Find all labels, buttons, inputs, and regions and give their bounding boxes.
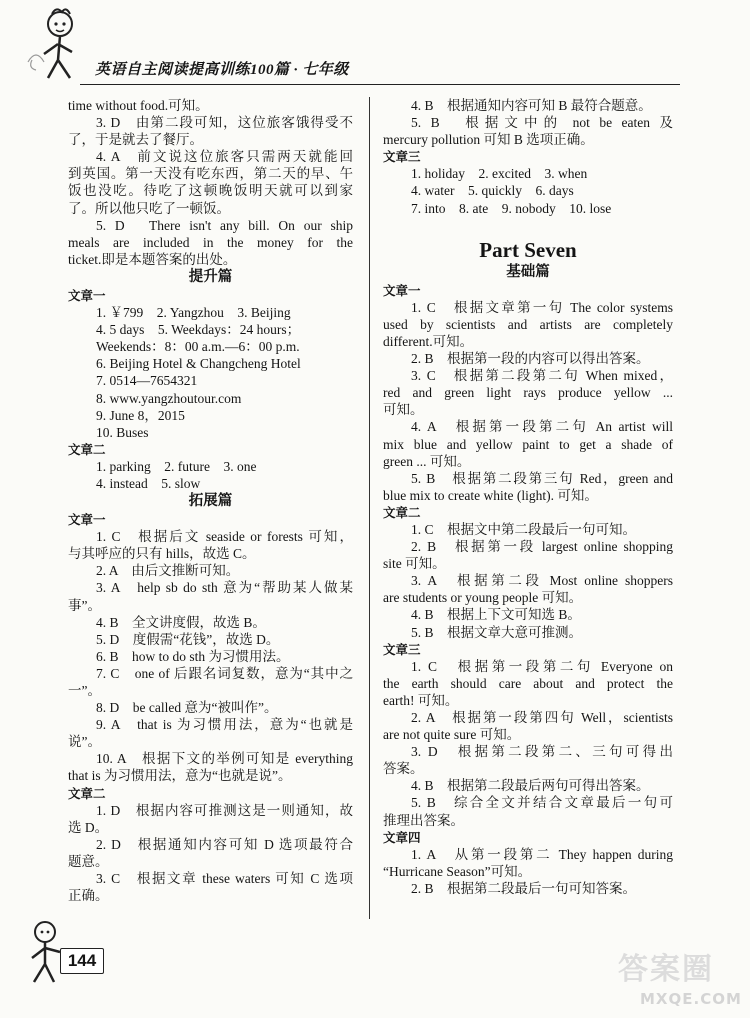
section-heading: 提升篇: [188, 268, 233, 285]
answer-line: 7. C one of 后跟名词复数，意为“其中之: [96, 665, 353, 681]
answer-line: 4. A 根据第一段第二句 An artist will: [411, 419, 673, 435]
answer-line: 3. D 根据第二段第二、三句可得出: [411, 744, 673, 760]
answer-line: 4. instead 5. slow: [96, 475, 201, 491]
answer-line: Weekends：8：00 a.m.—6：00 p.m.: [96, 339, 300, 355]
answer-line: 饭也没吃。待吃了这顿晚饭明天就可以到家: [68, 183, 353, 199]
answer-line: that is 为习惯用法，意为“也就是说”。: [68, 768, 292, 784]
answer-line: 5. B 根据文章大意可推测。: [411, 624, 583, 640]
answer-line: 1. A 从第一段第二 They happen during: [411, 846, 673, 862]
answer-line: 2. D 根据通知内容可知 D 选项最符合: [96, 836, 353, 852]
answer-line: 5. B 根据第二段第三句 Red，green and: [411, 470, 673, 486]
answer-line: 1. C 根据文章第一句 The color systems: [411, 299, 673, 315]
answer-line: 可知。: [383, 402, 424, 418]
answer-line: blue mix to create white (light). 可知。: [383, 487, 598, 503]
answer-line: 正确。: [68, 888, 109, 904]
answer-line: 2. B 根据第一段的内容可以得出答案。: [411, 351, 650, 367]
answer-line: 2. B 根据第一段 largest online shopping: [411, 539, 673, 555]
answer-line: meals are included in the money for the: [68, 234, 353, 250]
answer-line: 4. 5 days 5. Weekdays：24 hours；: [96, 322, 301, 338]
answer-line: 3. A help sb do sth 意为“帮助某人做某: [96, 580, 353, 596]
answer-line: 答案。: [383, 761, 424, 777]
watermark-url: MXQE.COM: [640, 990, 742, 1008]
right-column: [383, 97, 673, 897]
watermark-logo: 答案圈: [618, 952, 714, 987]
answer-line: 6. B how to do sth 为习惯用法。: [96, 648, 290, 664]
answer-line: are students or young people 可知。: [383, 590, 583, 606]
answer-line: 9. A that is 为习惯用法，意为“也就是: [96, 717, 353, 733]
article-heading: 文章三: [383, 641, 421, 657]
answer-line: 5. B 根据文中的 not be eaten 及: [411, 115, 673, 131]
answer-line: 2. B 根据第二段最后一句可知答案。: [411, 880, 637, 896]
answer-line: 6. Beijing Hotel & Changcheng Hotel: [96, 356, 301, 372]
section-heading: 基础篇: [506, 263, 550, 280]
article-heading: 文章二: [68, 441, 106, 457]
answer-line: 8. www.yangzhoutour.com: [96, 390, 242, 406]
answer-line: 5. D 度假需“花钱”，故选 D。: [96, 631, 280, 647]
answer-line: different.可知。: [383, 333, 474, 349]
answer-line: time without food.可知。: [68, 98, 209, 113]
answer-line: 选 D。: [68, 819, 109, 835]
answer-line: 与其呼应的只有 hills，故选 C。: [68, 546, 256, 562]
header-title: 英语自主阅读提高训练100篇 · 七年级: [95, 62, 349, 78]
header-rule: [80, 84, 680, 85]
answer-line: green ... 可知。: [383, 453, 471, 469]
answer-line: 7. 0514—7654321: [96, 373, 198, 389]
answer-line: 5. D There isn't any bill. On our ship: [96, 217, 353, 233]
answer-line: 5. B 综合全文并结合文章最后一句可: [411, 795, 673, 811]
boy-mascot-icon: [8, 2, 98, 92]
part-title: Part Seven: [479, 237, 577, 262]
answer-line: earth! 可知。: [383, 692, 459, 708]
article-heading: 文章二: [68, 785, 106, 801]
answer-line: 1. D 根据内容可推测这是一则通知，故: [96, 802, 353, 818]
answer-line: 1. parking 2. future 3. one: [96, 458, 257, 474]
answer-line: 10. Buses: [96, 424, 149, 440]
answer-line: 了。所以他只吃了一顿饭。: [68, 200, 230, 216]
answer-line: 事”。: [68, 597, 101, 613]
right-column-answers: [383, 263, 673, 897]
page-number: 144: [60, 948, 104, 974]
answer-line: 说”。: [68, 734, 101, 750]
answer-line: 3. D 由第二段可知，这位旅客饿得受不: [96, 115, 353, 131]
answer-line: 4. B 根据上下文可知选 B。: [411, 607, 581, 623]
answer-line: 9. June 8，2015: [96, 407, 185, 423]
answer-line: 1. holiday 2. excited 3. when: [411, 166, 588, 182]
right-column-continuation: [383, 97, 673, 217]
answer-line: are not quite sure 可知。: [383, 727, 521, 743]
answer-line: 1. C 根据文中第二段最后一句可知。: [411, 521, 637, 537]
article-heading: 文章一: [383, 282, 421, 298]
answer-line: 7. into 8. ate 9. nobody 10. lose: [411, 200, 612, 216]
answer-line: 1. C 根据第一段第二句 Everyone on: [411, 658, 673, 674]
answer-line: red and green light rays produce yellow ...: [383, 385, 673, 401]
answer-line: 4. A 前文说这位旅客只需两天就能回: [96, 149, 353, 165]
answer-line: 4. B 全文讲度假，故选 B。: [96, 614, 266, 630]
answer-line: 2. A 根据第一段第四句 Well，scientists: [411, 710, 673, 725]
answer-line: 题意。: [68, 853, 109, 869]
answer-line: 1. C 根据后文 seaside or forests 可知，: [96, 529, 353, 545]
answer-line: “Hurricane Season”可知。: [383, 863, 532, 879]
answer-line: 1. ￥799 2. Yangzhou 3. Beijing: [96, 305, 291, 321]
answer-line: 3. C 根据第二段第二句 When mixed，: [411, 368, 673, 384]
answer-line: 到英国。第一天没有吃东西，第二天的早、午: [68, 166, 353, 182]
section-heading: 拓展篇: [188, 493, 233, 510]
column-divider: [369, 97, 370, 919]
answer-line: 4. water 5. quickly 6. days: [411, 183, 574, 199]
answer-line: site 可知。: [383, 556, 446, 572]
page-header: [0, 0, 750, 95]
answer-line: 3. C 根据文章 these waters 可知 C 选项: [96, 871, 353, 887]
article-heading: 文章一: [68, 512, 106, 528]
answer-line: mix blue and yellow paint to get a shade of: [383, 436, 673, 452]
article-heading: 文章四: [383, 829, 421, 845]
answer-line: mercury pollution 可知 B 选项正确。: [383, 132, 594, 148]
answer-line: the earth should care about and protect the: [383, 675, 673, 691]
answer-line: 10. A 根据下文的举例可知是 everything: [96, 751, 353, 767]
answer-line: 4. B 根据第二段最后两句可得出答案。: [411, 778, 650, 794]
answer-line: 一”。: [68, 683, 101, 698]
answer-line: 2. A 由后文推断可知。: [96, 563, 240, 579]
answer-line: 推理出答案。: [383, 812, 464, 828]
answer-line: 了，于是就去了餐厅。: [68, 132, 203, 148]
answer-line: 4. B 根据通知内容可知 B 最符合题意。: [411, 98, 652, 113]
left-column: [68, 97, 353, 904]
answer-line: 3. A 根据第二段 Most online shoppers: [411, 573, 673, 589]
answer-line: ticket.即是本题答案的出处。: [68, 251, 237, 267]
article-heading: 文章三: [383, 149, 421, 165]
article-heading: 文章一: [68, 287, 106, 303]
answer-line: 8. D be called 意为“被叫作”。: [96, 700, 278, 716]
answer-line: used by scientists and artists are completely: [383, 316, 673, 332]
article-heading: 文章二: [383, 504, 421, 520]
